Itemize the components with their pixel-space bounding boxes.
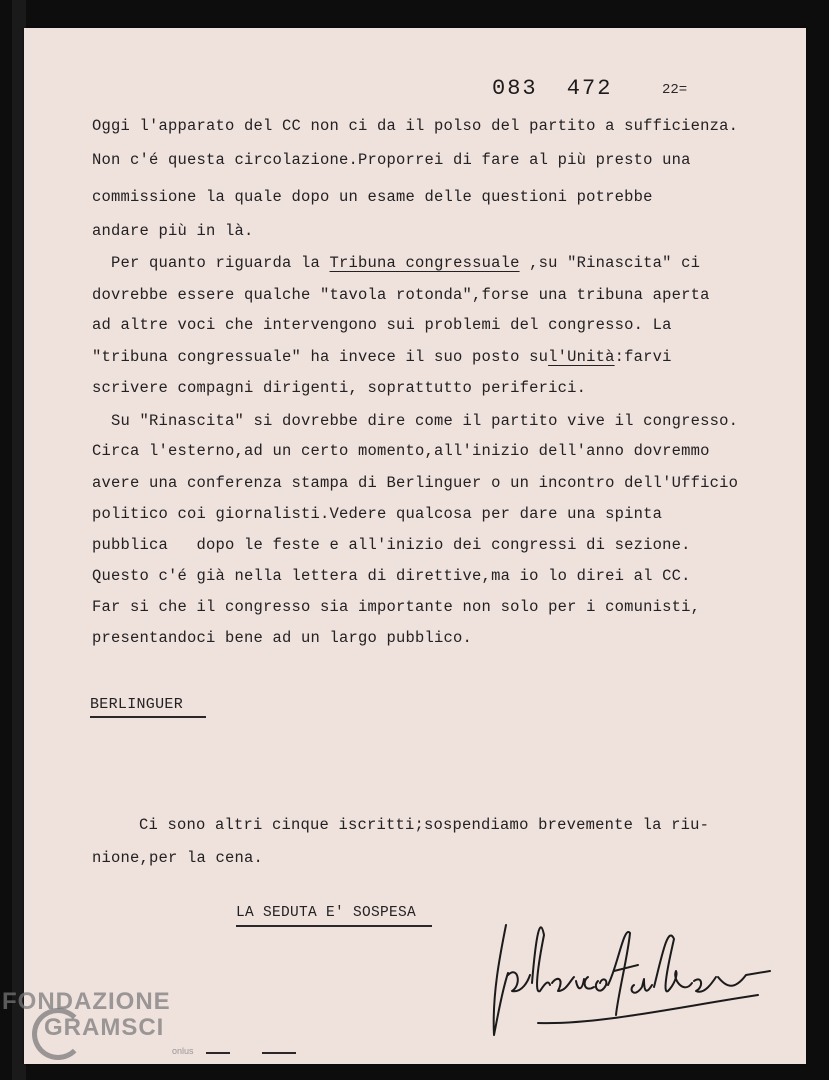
text-line: Su "Rinascita" si dovrebbe dire come il partito vive il congresso. [92, 412, 739, 430]
text-segment: "tribuna congressuale" ha invece il suo posto su [92, 348, 549, 366]
text-segment: ,su "Rinascita" ci [519, 254, 701, 272]
speaker-name: BERLINGUER [90, 696, 184, 713]
session-status: LA SEDUTA E' SOSPESA [236, 905, 417, 921]
text-line: Far si che il congresso sia importante non solo per i comunisti, [92, 598, 701, 616]
text-segment: Per quanto riguarda la [92, 254, 330, 272]
speaker-underline [90, 716, 206, 718]
session-status-underline [236, 925, 432, 927]
underlined-title: l'Unità [548, 348, 615, 366]
text-line: Ci sono altri cinque iscritti;sospendiamo brevemente la riu- [120, 816, 710, 834]
text-line: Circa l'esterno,ad un certo momento,all'inizio dell'anno dovremmo [92, 442, 710, 460]
text-line: Non c'é questa circolazione.Proporrei di fare al più presto una [92, 151, 691, 169]
divider [262, 1052, 296, 1054]
watermark-line1: FONDAZIONE [2, 988, 171, 1015]
document-number: 083 472 [492, 76, 613, 101]
text-line: politico coi giornalisti.Vedere qualcosa per dare una spinta [92, 505, 663, 523]
foundation-watermark [2, 988, 194, 1056]
text-line: commissione la quale dopo un esame delle questioni potrebbe [92, 188, 653, 206]
text-line: dovrebbe essere qualche "tavola rotonda",forse una tribuna aperta [92, 286, 710, 304]
watermark-line2: GRAMSCI [44, 1014, 165, 1041]
text-line: scrivere compagni dirigenti, soprattutto periferici. [92, 379, 587, 397]
text-line [92, 348, 672, 366]
page-number: 22= [662, 82, 688, 98]
text-line: Questo c'é già nella lettera di direttive,ma io lo direi al CC. [92, 567, 691, 585]
text-line: andare più in là. [92, 222, 254, 240]
text-line: nione,per la cena. [92, 849, 264, 867]
text-line [92, 254, 700, 272]
text-line: avere una conferenza stampa di Berlinguer o un incontro dell'Ufficio [92, 474, 739, 492]
underlined-title: Tribuna congressuale [329, 254, 520, 272]
text-line: presentandoci bene ad un largo pubblico. [92, 629, 473, 647]
text-line: pubblica dopo le feste e all'inizio dei congressi di sezione. [92, 536, 691, 554]
text-segment: :farvi [614, 348, 672, 366]
watermark-suffix: onlus [172, 1046, 194, 1056]
text-line: ad altre voci che intervengono sui problemi del congresso. La [92, 316, 672, 334]
text-line: Oggi l'apparato del CC non ci da il polso del partito a sufficienza. [92, 117, 739, 135]
handwritten-signature [478, 895, 778, 1045]
divider [206, 1052, 230, 1054]
